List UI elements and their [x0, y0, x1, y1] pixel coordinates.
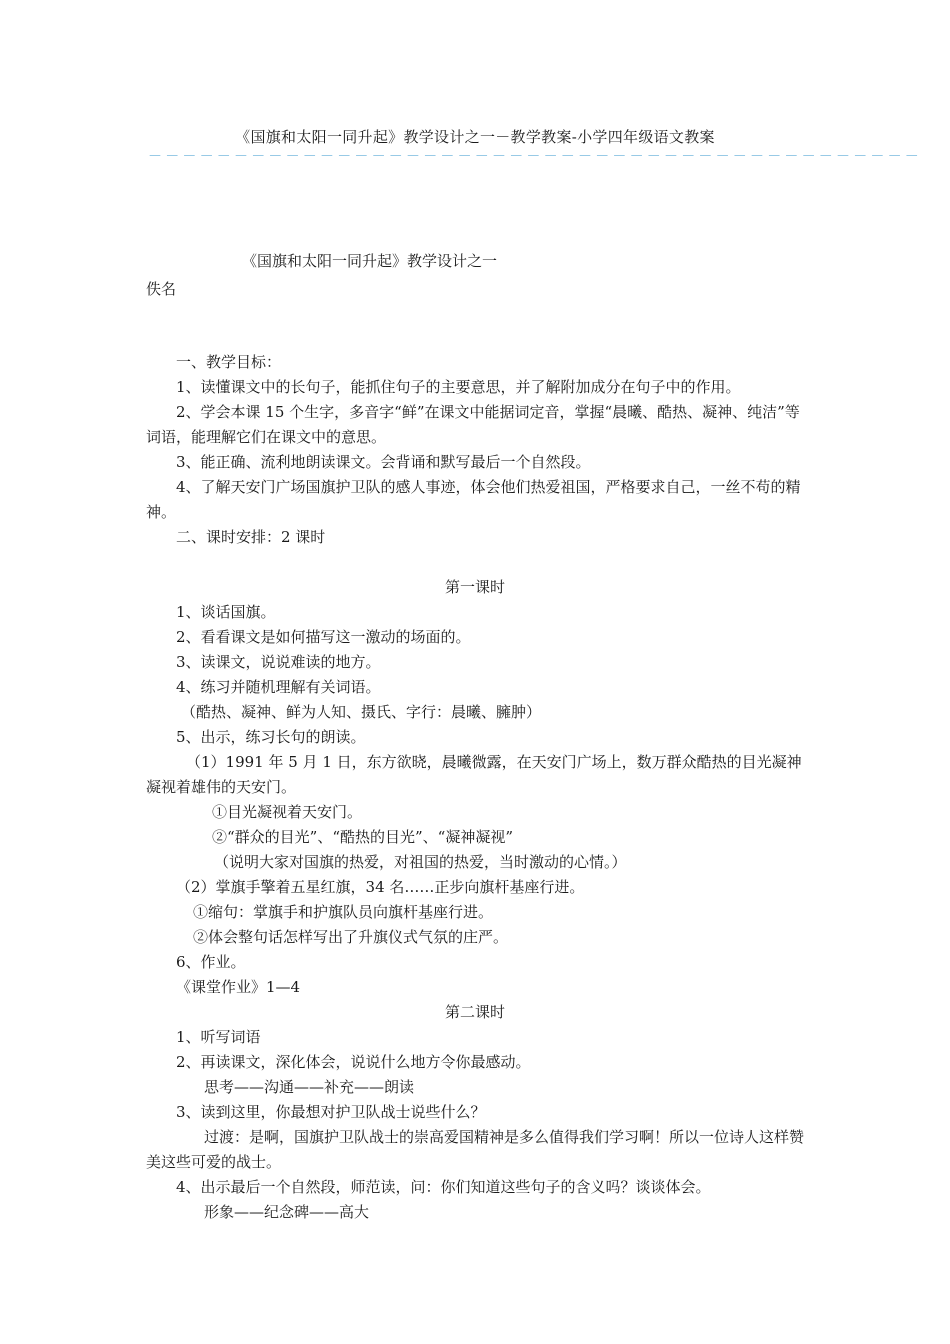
lesson2-line: 2、再读课文，深化体会，说说什么地方令你最感动。	[176, 1053, 531, 1071]
lesson1-line: 《课堂作业》1—4	[176, 978, 301, 996]
lesson2-line: 4、出示最后一个自然段，师范读，问：你们知道这些句子的含义吗？谈谈体会。	[176, 1178, 711, 1196]
lesson1-line: （1）1991 年 5 月 1 日，东方欲晓，晨曦微露，在天安门广场上，数万群众酷热的目光凝神凝视着雄伟的天安门。	[146, 753, 802, 796]
lesson1-line: 3、读课文，说说难读的地方。	[176, 653, 381, 671]
document-author: 佚名	[146, 280, 177, 298]
lesson1-line: （说明大家对国旗的热爱，对祖国的热爱，当时激动的心情。）	[214, 853, 627, 871]
lesson2-line: 1、听写词语	[176, 1028, 261, 1046]
schedule-line: 二、课时安排：2 课时	[176, 528, 326, 546]
lesson1-line: （2）掌旗手擎着五星红旗，34 名……正步向旗杆基座行进。	[176, 878, 585, 896]
lesson1-heading: 第一课时	[444, 578, 505, 596]
lesson2-heading: 第二课时	[444, 1003, 505, 1021]
lesson1-line: 4、练习并随机理解有关词语。	[176, 678, 381, 696]
goal-item: 4、了解天安门广场国旗护卫队的感人事迹，体会他们热爱祖国，严格要求自己，一丝不苟的精神。	[146, 478, 801, 521]
lesson2-line: 3、读到这里，你最想对护卫队战士说些什么？	[176, 1103, 486, 1121]
page-header-title: 《国旗和太阳一同升起》教学设计之一－教学教案-小学四年级语文教案	[235, 128, 715, 146]
goal-item: 2、学会本课 15 个生字，多音字“鲜”在课文中能据词定音，掌握“晨曦、酷热、凝神、纯洁”等词语，能理解它们在课文中的意思。	[146, 403, 800, 446]
lesson2-line: 形象——纪念碑——高大	[204, 1203, 370, 1221]
goals-heading: 一、教学目标：	[176, 353, 282, 371]
lesson1-line: ②体会整句话怎样写出了升旗仪式气氛的庄严。	[193, 928, 509, 946]
goal-item: 1、读懂课文中的长句子，能抓住句子的主要意思，并了解附加成分在句子中的作用。	[176, 378, 741, 396]
lesson2-line: 过渡：是啊，国旗护卫队战士的崇高爱国精神是多么值得我们学习啊！所以一位诗人这样赞美这些可爱的战士。	[146, 1128, 805, 1171]
header-divider: －－－－－－－－－－－－－－－－－－－－－－－－－－－－－－－－－－－－－－－－－－－－－	[148, 149, 922, 165]
lesson1-line: 1、谈话国旗。	[176, 603, 276, 621]
lesson1-line: （酷热、凝神、鲜为人知、摄氏、字行：晨曦、臃肿）	[181, 703, 542, 721]
lesson1-line: ①目光凝视着天安门。	[212, 803, 363, 821]
lesson1-line: 2、看看课文是如何描写这一激动的场面的。	[176, 628, 471, 646]
lesson1-line: 5、出示，练习长句的朗读。	[176, 728, 366, 746]
document-title: 《国旗和太阳一同升起》教学设计之一	[242, 252, 498, 270]
lesson1-line: 6、作业。	[176, 953, 246, 971]
lesson2-line: 思考——沟通——补充——朗读	[204, 1078, 415, 1096]
lesson1-line: ②“群众的目光”、“酷热的目光”、“凝神凝视”	[212, 828, 514, 846]
goal-item: 3、能正确、流利地朗读课文。会背诵和默写最后一个自然段。	[176, 453, 591, 471]
lesson1-line: ①缩句：掌旗手和护旗队员向旗杆基座行进。	[193, 903, 494, 921]
